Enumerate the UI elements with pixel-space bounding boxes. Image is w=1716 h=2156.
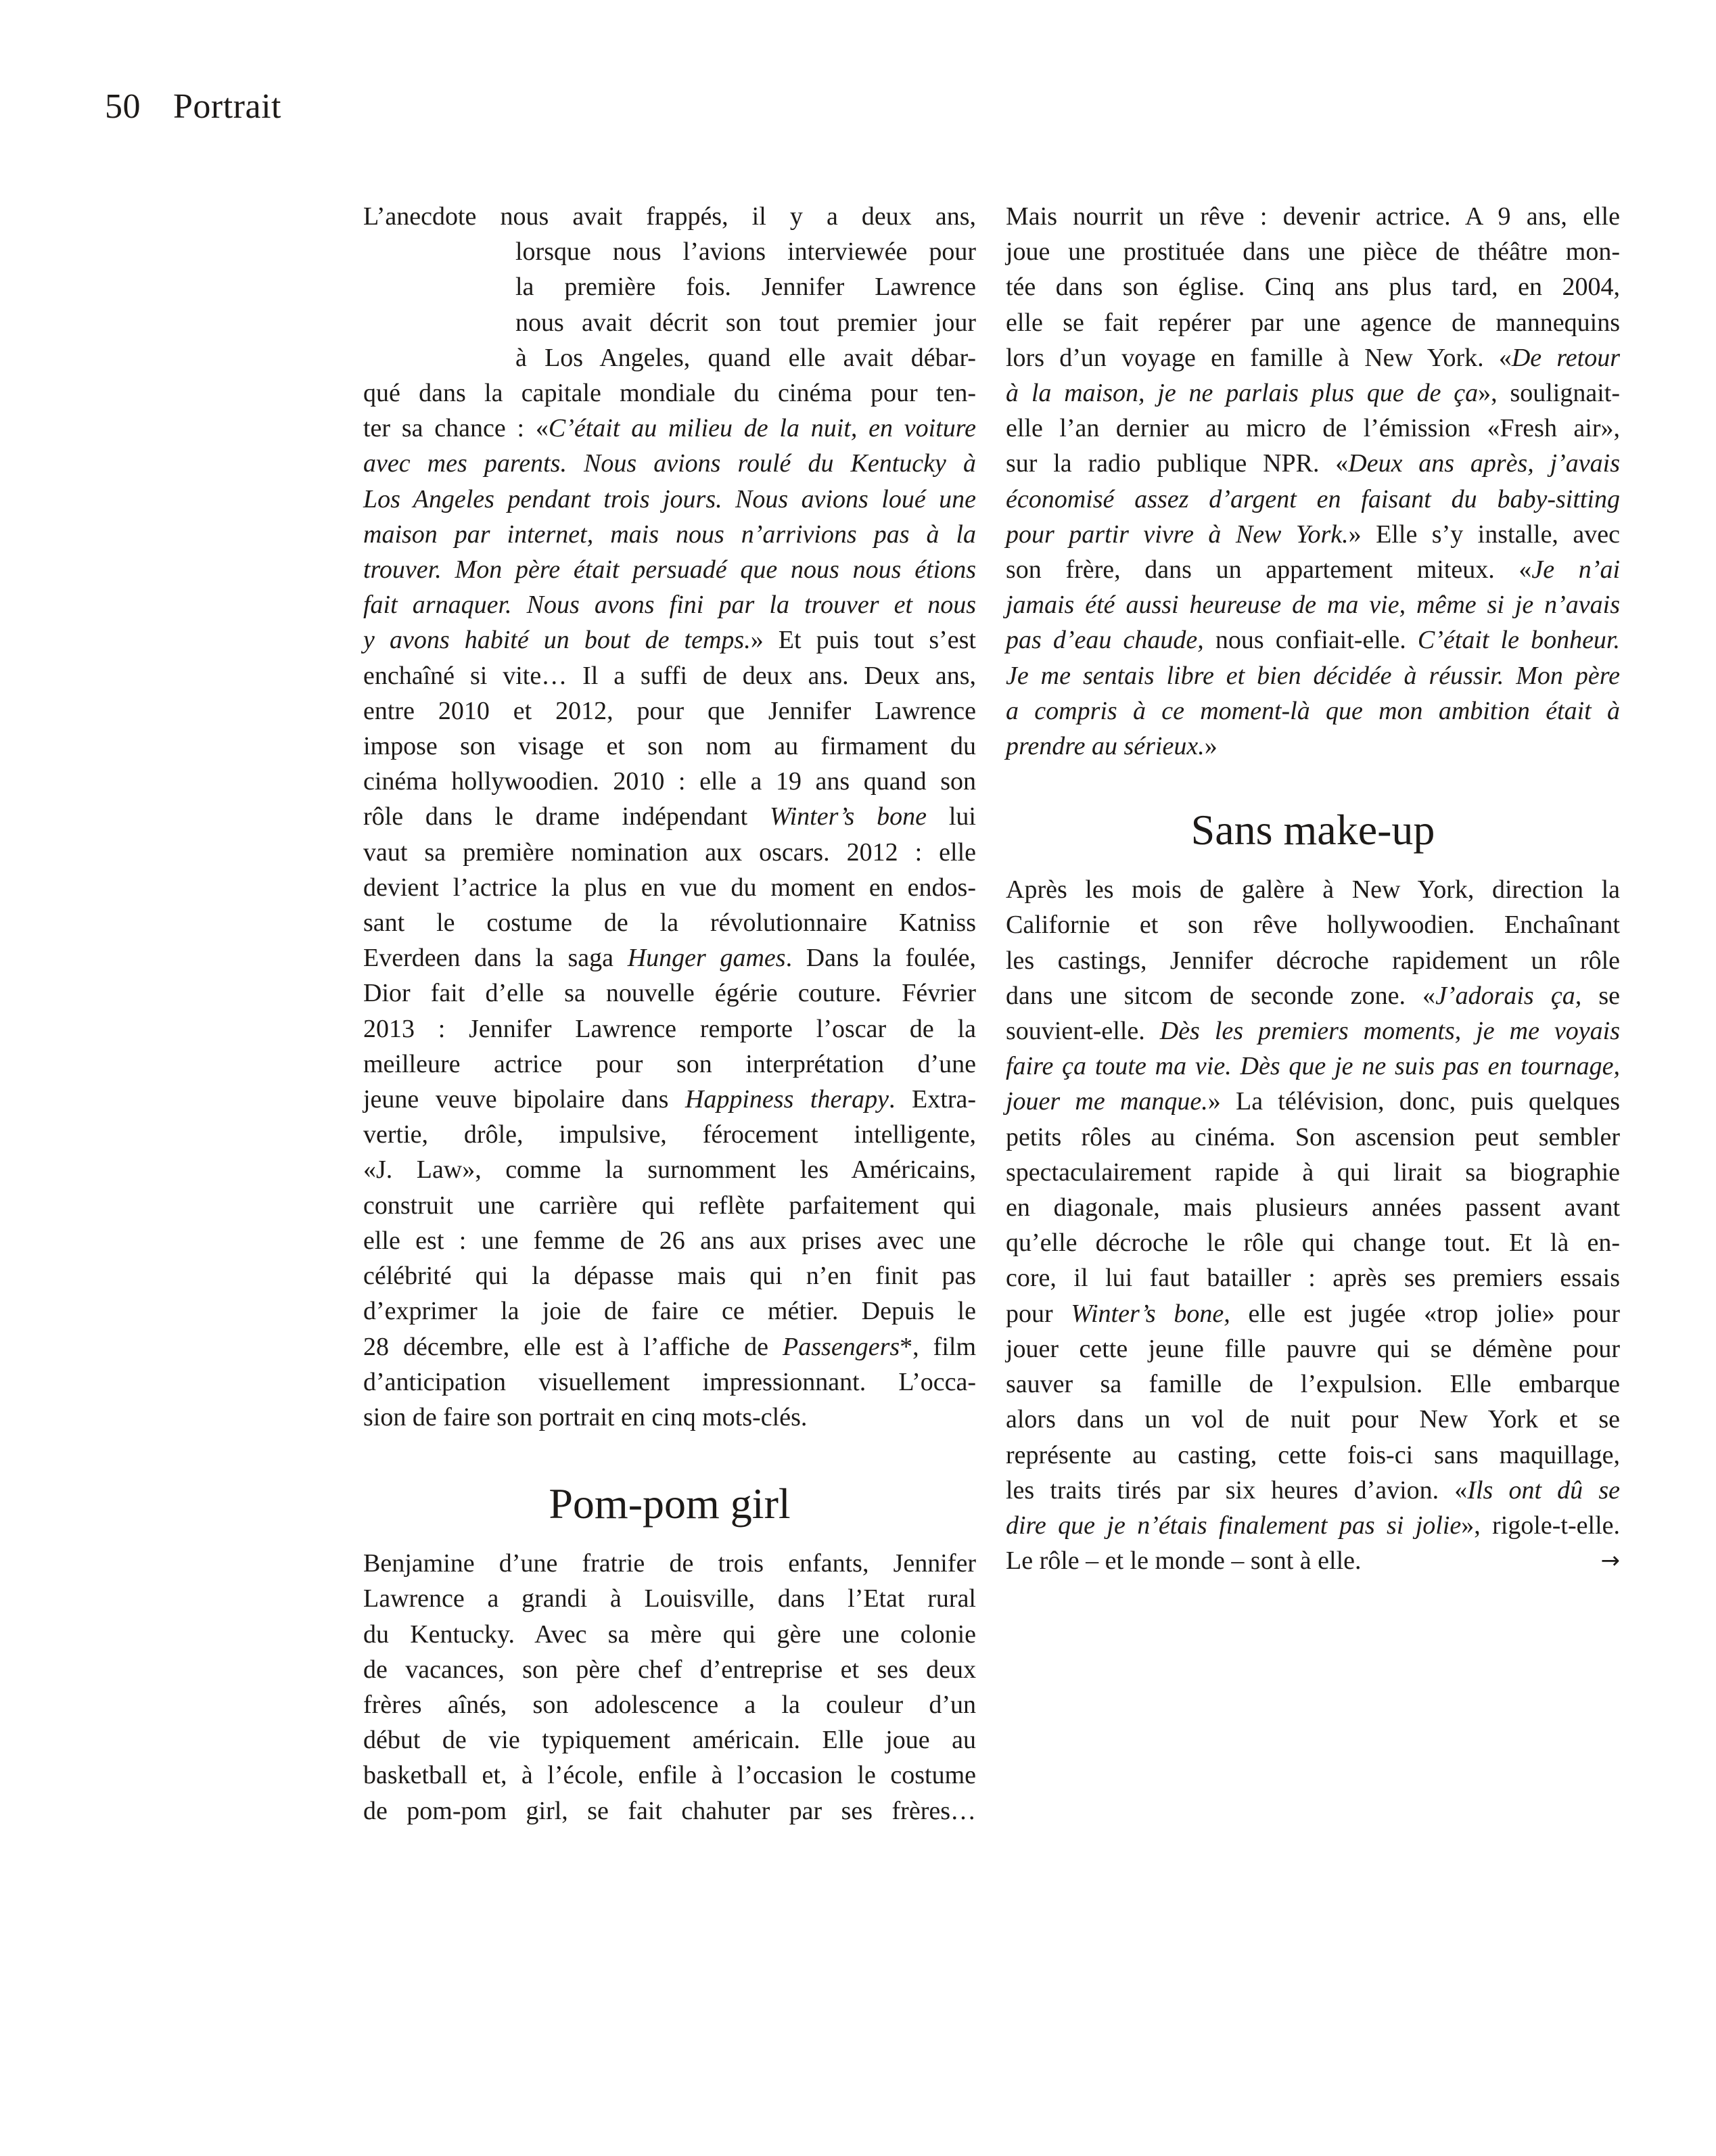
text-line: de vacances, son père chef d’entreprise et ses deux: [363, 1655, 976, 1684]
text-line: impose son visage et son nom au firmament du: [363, 732, 976, 761]
text-line: [1006, 446, 1620, 481]
text-line: jouer cette jeune fille pauvre qui se démène pour: [1006, 1334, 1620, 1363]
text-line: frères aînés, son adolescence a la couleur d’un: [363, 1690, 976, 1719]
text-run: lors d’un voyage en famille à New York. «: [1006, 343, 1512, 372]
text-line: elle se fait repérer par une agence de mannequins: [1006, 308, 1620, 337]
text-run: pour: [1006, 1299, 1071, 1328]
text-line: enchaîné si vite… Il a suffi de deux ans. Deux ans,: [363, 661, 976, 690]
text-line: elle l’an dernier au micro de l’émission «Fresh air»,: [1006, 414, 1620, 443]
text-run: », soulignait-: [1478, 379, 1620, 408]
text-run: » Et puis tout s’est: [750, 626, 976, 655]
page-number: 50: [105, 87, 141, 126]
text-line: Californie et son rêve hollywoodien. Enchaînant: [1006, 911, 1620, 940]
quote-run: économisé assez d’argent en faisant du baby-sitting: [1006, 484, 1620, 513]
text-line: du Kentucky. Avec sa mère qui gère une colonie: [363, 1620, 976, 1649]
text-line: vertie, drôle, impulsive, férocement intelligente,: [363, 1120, 976, 1149]
text-line: joue une prostituée dans une pièce de théâtre mon-: [1006, 237, 1620, 267]
quote-run: pour partir vivre à New York.: [1006, 520, 1349, 549]
quote-run: faire ça toute ma vie. Dès que je ne suis pas en tournage,: [1006, 1052, 1620, 1081]
text-line: elle est : une femme de 26 ans aux prises avec une: [363, 1226, 976, 1255]
text-line: de pom-pom girl, se fait chahuter par ses frères…: [363, 1796, 976, 1825]
text-line: [1006, 1049, 1620, 1084]
text-line: [1006, 1084, 1620, 1119]
text-line: [1006, 729, 1620, 764]
text-line: spectaculairement rapide à qui lirait sa biographie: [1006, 1157, 1620, 1187]
text-line: [363, 587, 976, 622]
text-line: cinéma hollywoodien. 2010 : elle a 19 ans quand son: [363, 767, 976, 796]
film-title: Happiness therapy: [685, 1085, 889, 1114]
text-run: rôle dans le drame indépendant: [363, 802, 770, 831]
text-line: [1006, 587, 1620, 622]
text-line: «J. Law», comme la surnomment les Américains,: [363, 1155, 976, 1185]
text-line: les castings, Jennifer décroche rapidement un rôle: [1006, 946, 1620, 975]
text-run: jeune veuve bipolaire dans: [363, 1085, 685, 1114]
film-title: Hunger games: [627, 944, 786, 973]
text-line: Benjamine d’une fratrie de trois enfants, Jennifer: [363, 1549, 976, 1578]
text-run: sur la radio publique NPR. «: [1006, 449, 1349, 478]
text-line: [1006, 622, 1620, 658]
quote-run: Je n’ai: [1531, 555, 1621, 584]
text-line: [363, 1082, 976, 1117]
quote-run: à la maison, je ne parlais plus que de ça: [1006, 379, 1479, 408]
text-run: *, film: [900, 1332, 976, 1361]
quote-run: y avons habité un bout de temps.: [363, 626, 751, 655]
text-line: [1006, 1543, 1620, 1578]
text-line: [363, 411, 976, 446]
text-run: son frère, dans un appartement miteux. «: [1006, 555, 1532, 584]
text-line: [1006, 482, 1620, 517]
text-run: 28 décembre, elle est à l’affiche de: [363, 1332, 783, 1361]
text-line: [1006, 517, 1620, 552]
text-run: » Elle s’y installe, avec: [1348, 520, 1620, 549]
quote-run: Je me sentais libre et bien décidée à réussir. Mon père: [1006, 661, 1620, 690]
quote-run: jamais été aussi heureuse de ma vie, même si je n’avais: [1006, 591, 1620, 620]
text-line: d’exprimer la joie de faire ce métier. Depuis le: [363, 1297, 976, 1326]
quote-run: pas d’eau chaude,: [1006, 626, 1204, 655]
quote-run: jouer me manque.: [1006, 1087, 1208, 1116]
text-line: sant le costume de la révolutionnaire Katniss: [363, 909, 976, 938]
text-line: [363, 482, 976, 517]
text-line: 2013 : Jennifer Lawrence remporte l’oscar de la: [363, 1014, 976, 1043]
text-line: meilleure actrice pour son interprétation d’une: [363, 1049, 976, 1078]
film-title: Winter’s bone,: [1071, 1299, 1230, 1328]
text-run: . Extra-: [889, 1085, 976, 1114]
text-run: lui: [927, 802, 976, 831]
text-line: tée dans son église. Cinq ans plus tard, en 2004,: [1006, 273, 1620, 302]
film-title: Winter’s bone: [770, 802, 927, 831]
text-line: [363, 940, 976, 976]
text-line: célébrité qui la dépasse mais qui n’en finit pas: [363, 1262, 976, 1291]
quote-run: C’était le bonheur.: [1417, 626, 1621, 655]
text-line: d’anticipation visuellement impressionnant. L’occa-: [363, 1367, 976, 1396]
quote-run: C’était au milieu de la nuit, en voiture: [548, 414, 976, 443]
text-line: vaut sa première nomination aux oscars. 2012 : elle: [363, 838, 976, 867]
quote-run: Dès les premiers moments, je me voyais: [1159, 1017, 1620, 1046]
text-line: [363, 552, 976, 587]
text-run: », rigole-t-elle.: [1461, 1511, 1620, 1540]
text-line: qu’elle décroche le rôle qui change tout. Et là en-: [1006, 1229, 1620, 1258]
text-run: »: [1204, 732, 1218, 761]
quote-run: avec mes parents. Nous avions roulé du Kentucky à: [363, 449, 976, 478]
text-line: début de vie typiquement américain. Elle joue au: [363, 1726, 976, 1755]
text-run: elle est jugée «trop jolie» pour: [1230, 1299, 1620, 1328]
text-run: . Dans la foulée,: [785, 944, 976, 973]
quote-run: maison par internet, mais nous n’arrivions pas à la: [363, 520, 976, 549]
text-line: Après les mois de galère à New York, direction la: [1006, 875, 1620, 904]
intro-paragraph: [363, 199, 976, 1435]
text-line: alors dans un vol de nuit pour New York et se: [1006, 1405, 1620, 1434]
text-line: [363, 622, 976, 658]
quote-run: prendre au sérieux.: [1006, 732, 1205, 761]
text-line: [363, 517, 976, 552]
text-line: Lawrence a grandi à Louisville, dans l’Etat rural: [363, 1584, 976, 1613]
text-run: ter sa chance : «: [363, 414, 549, 443]
text-line: [363, 1329, 976, 1364]
quote-run: fait arnaquer. Nous avons fini par la trouver et nous: [363, 591, 976, 620]
text-line: représente au casting, cette fois-ci sans maquillage,: [1006, 1440, 1620, 1469]
text-line: qué dans la capitale mondiale du cinéma pour ten-: [363, 379, 976, 408]
text-line: [1006, 340, 1620, 375]
text-line: sauver sa famille de l’expulsion. Elle embarque: [1006, 1370, 1620, 1399]
quote-run: Los Angeles pendant trois jours. Nous avions loué une: [363, 484, 976, 513]
text-run: » La télévision, donc, puis quelques: [1207, 1087, 1620, 1116]
sans-make-up-paragraph: [1006, 872, 1620, 1578]
text-run: dans une sitcom de seconde zone. «: [1006, 981, 1436, 1010]
quote-run: Ils ont dû se: [1467, 1475, 1620, 1505]
text-line: [1006, 1013, 1620, 1049]
text-line: nous avait décrit son tout premier jour: [515, 308, 976, 337]
text-line: [363, 446, 976, 481]
text-run: Everdeen dans la saga: [363, 944, 628, 973]
text-line: devient l’actrice la plus en vue du moment en endos-: [363, 873, 976, 902]
quote-run: a compris à ce moment-là que mon ambition était à: [1006, 696, 1620, 725]
text-line: [1006, 1508, 1620, 1543]
quote-run: J’adorais ça,: [1435, 981, 1582, 1010]
text-line: [1006, 552, 1620, 587]
text-line: petits rôles au cinéma. Son ascension peut sembler: [1006, 1122, 1620, 1151]
text-run: nous confiait-elle.: [1203, 626, 1418, 655]
text-line: core, il lui faut batailler : après ses premiers essais: [1006, 1264, 1620, 1293]
quote-run: De retour: [1511, 343, 1620, 372]
text-line: [1006, 658, 1620, 693]
text-line: [1006, 693, 1620, 729]
right-column: [1006, 199, 1620, 1578]
page-header: [105, 87, 281, 127]
text-line: sion de faire son portrait en cinq mots-clés.: [363, 1402, 808, 1431]
text-run: Le rôle – et le monde – sont à elle.: [1006, 1546, 1362, 1576]
text-run: les traits tirés par six heures d’avion. «: [1006, 1475, 1468, 1505]
section-title: Portrait: [173, 87, 281, 126]
text-line: basketball et, à l’école, enfile à l’occasion le costume: [363, 1761, 976, 1790]
text-line: Dior fait d’elle sa nouvelle égérie couture. Février: [363, 979, 976, 1008]
text-line: à Los Angeles, quand elle avait débar-: [515, 343, 976, 372]
text-line: [1006, 375, 1620, 411]
text-line: [363, 799, 976, 834]
quote-run: dire que je n’étais finalement pas si jolie: [1006, 1511, 1462, 1540]
text-line: construit une carrière qui reflète parfaitement qui: [363, 1191, 976, 1220]
text-line: L’anecdote nous avait frappés, il y a deux ans,: [363, 202, 976, 231]
subheading-sans-make-up: Sans make-up: [1190, 806, 1435, 854]
text-line: lorsque nous l’avions interviewée pour: [515, 237, 976, 267]
film-title: Passengers: [783, 1332, 900, 1361]
text-run: se: [1581, 981, 1620, 1010]
quote-run: Deux ans après, j’avais: [1348, 449, 1620, 478]
subheading-pom-pom-girl: Pom-pom girl: [549, 1480, 791, 1528]
text-line: la première fois. Jennifer Lawrence: [515, 273, 976, 302]
text-line: [1006, 978, 1620, 1013]
text-line: en diagonale, mais plusieurs années passent avant: [1006, 1193, 1620, 1222]
continue-arrow-icon: →: [1600, 1547, 1620, 1575]
text-line: [1006, 1473, 1620, 1508]
pom-pom-girl-paragraph: [363, 1546, 976, 1829]
text-line: Mais nourrit un rêve : devenir actrice. A 9 ans, elle: [1006, 202, 1620, 231]
text-line: entre 2010 et 2012, pour que Jennifer Lawrence: [363, 696, 976, 725]
quote-run: trouver. Mon père était persuadé que nous nous étions: [363, 555, 976, 584]
continuation-paragraph: [1006, 199, 1620, 764]
left-column: [363, 199, 976, 1829]
text-line: [1006, 1296, 1620, 1331]
text-run: souvient-elle.: [1006, 1017, 1160, 1046]
